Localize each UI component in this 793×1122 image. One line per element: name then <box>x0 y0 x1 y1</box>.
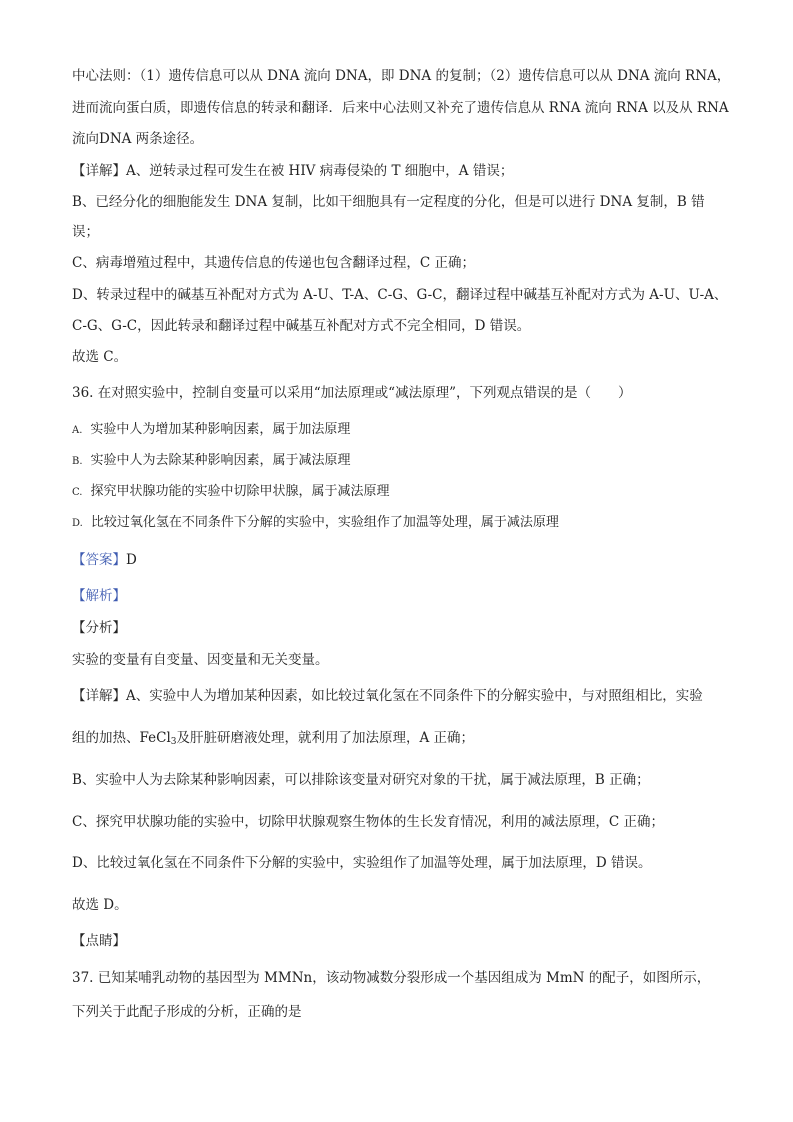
option-text: 实验中人为去除某种影响因素，属于减法原理 <box>90 453 351 468</box>
q35-detail-b: B、已经分化的细胞能发生 DNA 复制，比如干细胞具有一定程度的分化，但是可以进行 DNA 复制，B 错 <box>72 194 705 210</box>
answer-label: 【答案】 <box>72 552 126 568</box>
central-dogma-line-3: 流向DNA 两条途径。 <box>72 131 204 147</box>
q36-option-c <box>72 482 732 503</box>
q36-detail-a-cont <box>72 728 732 748</box>
q36-stem: 36. 在对照实验中，控制自变量可以采用“加法原理或“减法原理”，下列观点错误的是（ ） <box>72 385 632 401</box>
q36-fenxi-label: 【分析】 <box>72 620 126 636</box>
option-letter: C. <box>72 487 83 498</box>
q36-detail-a: 【详解】A、实验中人为增加某种因素，如比较过氧化氢在不同条件下的分解实验中，与对照组相比，实验 <box>72 688 703 704</box>
q36-option-d <box>72 513 732 534</box>
q35-detail-c: C、病毒增殖过程中，其遗传信息的传递也包含翻译过程，C 正确； <box>72 255 475 271</box>
q36-fenxi-text: 实验的变量有自变量、因变量和无关变量。 <box>72 652 329 668</box>
q36-analysis-label: 【解析】 <box>72 588 126 604</box>
detail-text: 组的加热、FeCl <box>72 730 171 746</box>
q36-detail-c: C、探究甲状腺功能的实验中，切除甲状腺观察生物体的生长发育情况，利用的减法原理，C 正确； <box>72 814 664 830</box>
detail-text: 及肝脏研磨液处理，就利用了加法原理，A 正确； <box>176 730 475 746</box>
q36-option-a <box>72 420 732 441</box>
option-letter: D. <box>72 518 83 529</box>
option-text: 探究甲状腺功能的实验中切除甲状腺，属于减法原理 <box>90 484 390 499</box>
q35-detail-d-cont: C-G、G-C，因此转录和翻译过程中碱基互补配对方式不完全相同，D 错误。 <box>72 318 531 334</box>
q36-choose: 故选 D。 <box>72 897 128 913</box>
answer-value: D <box>126 552 137 568</box>
central-dogma-line-2: 进而流向蛋白质，即遗传信息的转录和翻译．后来中心法则又补充了遗传信息从 RNA 流向 RNA 以及从 RNA <box>72 100 729 116</box>
q35-choose: 故选 C。 <box>72 349 128 365</box>
q37-stem-1: 37. 已知某哺乳动物的基因型为 MMNn，该动物减数分裂形成一个基因组成为 MmN 的配子，如图所示， <box>72 970 711 986</box>
option-letter: A. <box>72 425 83 436</box>
q36-detail-b: B、实验中人为去除某种影响因素，可以排除该变量对研究对象的干扰，属于减法原理，B 正确； <box>72 772 650 788</box>
subscript: 3 <box>170 737 177 747</box>
q36-answer <box>72 550 732 570</box>
option-letter: B. <box>72 456 83 467</box>
central-dogma-line-1: 中心法则：（1）遗传信息可以从 DNA 流向 DNA，即 DNA 的复制；（2）遗传信息可以从 DNA 流向 RNA， <box>72 68 731 84</box>
q36-detail-d: D、比较过氧化氢在不同条件下分解的实验中，实验组作了加温等处理，属于加法原理，D 错误。 <box>72 855 652 871</box>
q36-option-b <box>72 451 732 472</box>
option-text: 实验中人为增加某种影响因素，属于加法原理 <box>90 422 351 437</box>
q35-detail-a: 【详解】A、逆转录过程可发生在被 HIV 病毒侵染的 T 细胞中，A 错误； <box>72 163 514 179</box>
q35-detail-b-cont: 误； <box>72 224 99 240</box>
option-text: 比较过氧化氢在不同条件下分解的实验中，实验组作了加温等处理，属于减法原理 <box>90 515 559 530</box>
q37-stem-2: 下列关于此配子形成的分析，正确的是 <box>72 1004 302 1020</box>
q35-detail-d: D、转录过程中的碱基互补配对方式为 A-U、T-A、C-G、G-C，翻译过程中碱基互补配对方式为 A-U、U-A、 <box>72 287 728 303</box>
q36-dianjing: 【点睛】 <box>72 933 126 949</box>
